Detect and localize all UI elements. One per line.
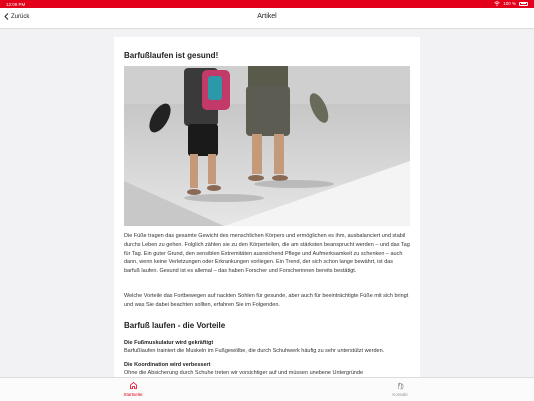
article-paragraph: Die Füße tragen das gesamte Gewicht des menschlichen Körpers und ermöglichen es ihm, ausbalanciert und stabil durchs Leben zu gehen. Folglich zählen sie zu den Körperteilen, die am stärksten beansprucht werden – und das Tag für Tag. Ein guter Grund, den sensiblen Extremitäten ausreichend Pflege und Aufmerksamkeit zu schenken – auch dann, wenn keine Verletzungen oder Erkrankungen vorliegen. Ein Trend, der sich schon lange bewährt, ist das barfuß laufen. Gesund ist es allemal – das haben Forscher und Forscherinnen bereits bestätigt. [124, 233, 410, 275]
subsection-title: Die Fußmuskulatur wird gekräftigt [124, 340, 214, 346]
page-title: Artikel [257, 13, 277, 20]
tab-contact[interactable] [380, 381, 420, 397]
tab-home[interactable] [113, 381, 153, 397]
battery-percent: 100 % [503, 1, 516, 7]
tab-label: Kontakt [392, 392, 408, 397]
status-indicators [494, 1, 528, 6]
article-title: Barfußlaufen ist gesund! [124, 51, 219, 60]
section-title: Barfuß laufen - die Vorteile [124, 321, 226, 330]
wifi-icon [494, 1, 500, 6]
subsection-text: Barfußlaufen trainiert die Muskeln im Fußgewölbe, die durch Schuhwerk häufig zu sehr unterstützt werden. [124, 348, 385, 354]
tab-bar [0, 377, 534, 401]
home-icon [129, 381, 138, 390]
subsection-text: Ohne die Absicherung durch Schuhe treten wir vorsichtiger auf und müssen unebene Untergründe [124, 370, 364, 376]
status-bar [0, 0, 534, 8]
article-image [124, 66, 410, 226]
subsection-title: Die Koordination wird verbessert [124, 362, 211, 368]
nav-bar [0, 8, 534, 29]
article-card [114, 37, 420, 380]
contact-icon [396, 381, 405, 390]
article-paragraph: Welche Vorteile das Fortbewegen auf nackten Sohlen für gesunde, aber auch für beeinträchtigte Füße mit sich bringt und was Sie dabei beachten sollten, erfahren Sie im Folgenden. [124, 293, 409, 308]
tab-label: Startseite [123, 392, 143, 397]
back-label: Zurück [11, 13, 30, 20]
status-time: 12:09 PM [6, 1, 26, 7]
battery-icon [519, 2, 528, 6]
